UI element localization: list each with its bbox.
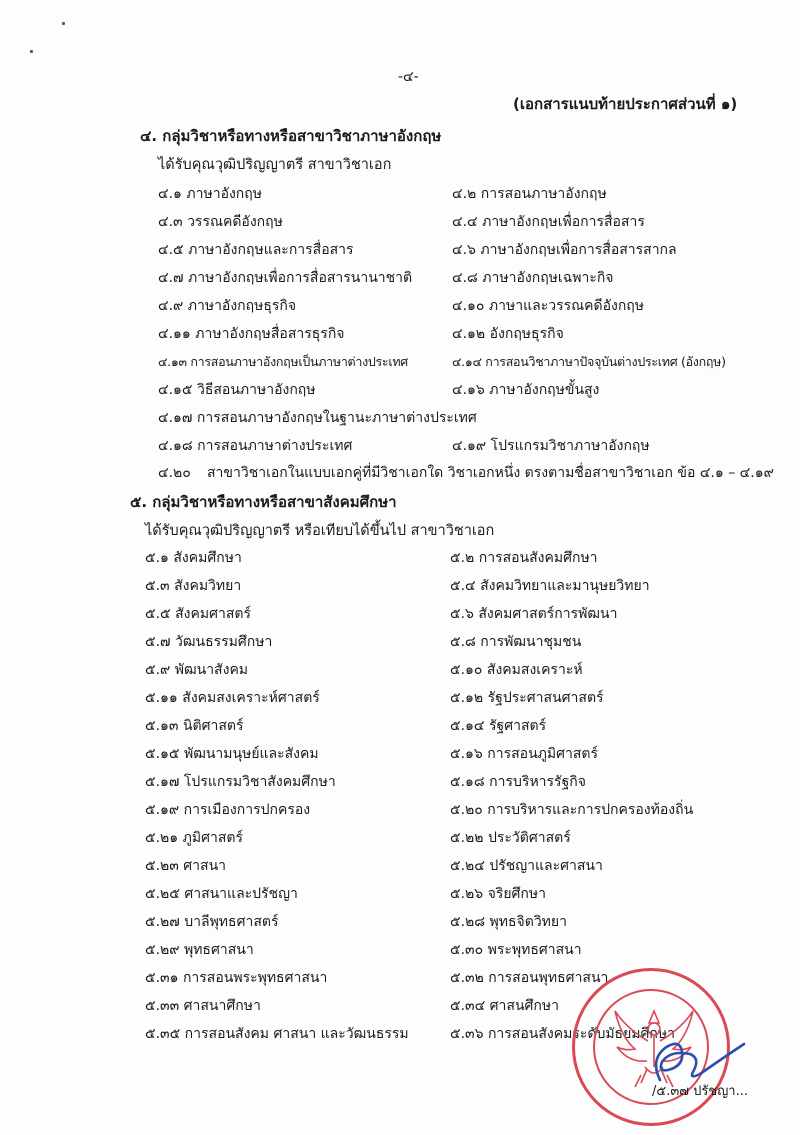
list-item: ๔.๑๔ การสอนวิชาภาษาปัจจุบันต่างประเทศ (อังกฤษ) xyxy=(452,354,726,369)
list-item: ๔.๑ ภาษาอังกฤษ xyxy=(158,186,262,202)
list-item: ๕.๓๓ ศาสนาศึกษา xyxy=(145,998,261,1014)
scan-speck xyxy=(30,50,33,53)
list-item: ๔.๑๕ วิธีสอนภาษาอังกฤษ xyxy=(158,382,316,398)
scan-speck xyxy=(62,22,65,25)
list-item: ๔.๓ วรรณคดีอังกฤษ xyxy=(158,214,283,230)
list-item: ๔.๒ การสอนภาษาอังกฤษ xyxy=(452,186,607,202)
list-item: ๕.๒๘ พุทธจิตวิทยา xyxy=(450,914,567,930)
list-item: ๔.๑๖ ภาษาอังกฤษขั้นสูง xyxy=(452,382,600,398)
list-item: ๔.๑๙ โปรแกรมวิชาภาษาอังกฤษ xyxy=(452,438,650,454)
list-item: ๕.๒๔ ปรัชญาและศาสนา xyxy=(450,858,603,874)
list-item: ๕.๑๑ สังคมสงเคราะห์ศาสตร์ xyxy=(145,690,320,706)
list-item: ๔.๑๐ ภาษาและวรรณคดีอังกฤษ xyxy=(452,298,645,314)
list-item: ๕.๑๔ รัฐศาสตร์ xyxy=(450,718,547,734)
page-number: -๔- xyxy=(398,69,419,85)
list-item: ๕.๓๒ การสอนพุทธศาสนา xyxy=(450,970,609,986)
list-item: ๔.๘ ภาษาอังกฤษเฉพาะกิจ xyxy=(452,270,614,286)
list-item: ๔.๑๑ ภาษาอังกฤษสื่อสารธุรกิจ xyxy=(158,326,345,342)
list-item: ๕.๓๕ การสอนสังคม ศาสนา และวัฒนธรรม xyxy=(145,1026,409,1042)
list-item: ๕.๑๒ รัฐประศาสนศาสตร์ xyxy=(450,690,604,706)
list-item: ๕.๑๗ โปรแกรมวิชาสังคมศึกษา xyxy=(145,774,336,790)
list-item: ๔.๑๒ อังกฤษธุรกิจ xyxy=(452,326,564,342)
list-item: ๕.๘ การพัฒนาชุมชน xyxy=(450,634,582,650)
list-item: ๔.๙ ภาษาอังกฤษธุรกิจ xyxy=(158,298,297,314)
list-item: ๔.๑๗ การสอนภาษาอังกฤษในฐานะภาษาต่างประเทศ xyxy=(158,410,477,426)
list-item: ๕.๓๔ ศาสนศึกษา xyxy=(450,998,559,1014)
list-item: ๕.๑๘ การบริหารรัฐกิจ xyxy=(450,774,586,790)
section4-qualification: ได้รับคุณวุฒิปริญญาตรี สาขาวิชาเอก xyxy=(158,157,392,173)
list-item: ๕.๒ การสอนสังคมศึกษา xyxy=(450,550,598,566)
list-item: ๔.๖ ภาษาอังกฤษเพื่อการสื่อสารสากล xyxy=(452,242,677,258)
list-item: ๕.๑๕ พัฒนามนุษย์และสังคม xyxy=(145,746,319,762)
list-item: ๕.๗ วัฒนธรรมศึกษา xyxy=(145,634,273,650)
section5-heading: ๕. กลุ่มวิชาหรือทางหรือสาขาสังคมศึกษา xyxy=(130,493,397,511)
list-item: ๕.๖ สังคมศาสตร์การพัฒนา xyxy=(450,606,618,622)
list-item: ๕.๔ สังคมวิทยาและมานุษยวิทยา xyxy=(450,578,650,594)
list-item: ๕.๒๙ พุทธศาสนา xyxy=(145,942,254,958)
list-item: ๔.๑๓ การสอนภาษาอังกฤษเป็นภาษาต่างประเทศ xyxy=(158,354,408,369)
list-item: ๕.๙ พัฒนาสังคม xyxy=(145,662,249,678)
list-item: ๕.๒๒ ประวัติศาสตร์ xyxy=(450,830,571,846)
list-item-text: สาขาวิชาเอกในแบบเอกคู่ที่มีวิชาเอกใด วิชาเอกหนึ่ง ตรงตามชื่อสาขาวิชาเอก ข้อ ๔.๑ – ๔.๑๙ xyxy=(207,465,774,481)
list-item: ๕.๑๐ สังคมสงเคราะห์ xyxy=(450,662,583,678)
list-item: ๕.๒๕ ศาสนาและปรัชญา xyxy=(145,886,298,902)
list-item: ๔.๔ ภาษาอังกฤษเพื่อการสื่อสาร xyxy=(452,214,645,230)
list-item: ๕.๓ สังคมวิทยา xyxy=(145,578,242,594)
list-item: ๕.๑๙ การเมืองการปกครอง xyxy=(145,802,311,818)
list-item: ๕.๒๑ ภูมิศาสตร์ xyxy=(145,830,243,846)
continuation-marker: /๕.๓๗ ปรัชญา... xyxy=(652,1084,748,1099)
list-item: ๕.๑๓ นิติศาสตร์ xyxy=(145,718,244,734)
list-item: ๕.๒๗ บาลีพุทธศาสตร์ xyxy=(145,914,279,930)
list-item: ๕.๓๑ การสอนพระพุทธศาสนา xyxy=(145,970,328,986)
list-item: ๕.๑ สังคมศึกษา xyxy=(145,550,242,566)
list-item-number: ๔.๒๐ xyxy=(158,465,191,481)
annex-label: (เอกสารแนบท้ายประกาศส่วนที่ ๑) xyxy=(513,95,738,113)
list-item: ๕.๒๓ ศาสนา xyxy=(145,858,227,874)
list-item: ๕.๒๐ การบริหารและการปกครองท้องถิ่น xyxy=(450,802,694,818)
list-item: ๕.๓๐ พระพุทธศาสนา xyxy=(450,942,582,958)
list-item: ๕.๒๖ จริยศึกษา xyxy=(450,886,546,902)
list-item: ๕.๕ สังคมศาสตร์ xyxy=(145,606,251,622)
section5-qualification: ได้รับคุณวุฒิปริญญาตรี หรือเทียบได้ขึ้นไป สาขาวิชาเอก xyxy=(145,523,495,539)
list-item: ๔.๕ ภาษาอังกฤษและการสื่อสาร xyxy=(158,242,354,258)
list-item: ๕.๓๖ การสอนสังคมระดับมัธยมศึกษา xyxy=(450,1026,675,1042)
list-item: ๕.๑๖ การสอนภูมิศาสตร์ xyxy=(450,746,599,762)
section4-heading: ๔. กลุ่มวิชาหรือทางหรือสาขาวิชาภาษาอังกฤษ xyxy=(140,127,442,145)
list-item: ๔.๑๘ การสอนภาษาต่างประเทศ xyxy=(158,438,353,454)
list-item: ๔.๗ ภาษาอังกฤษเพื่อการสื่อสารนานาชาติ xyxy=(158,270,413,286)
